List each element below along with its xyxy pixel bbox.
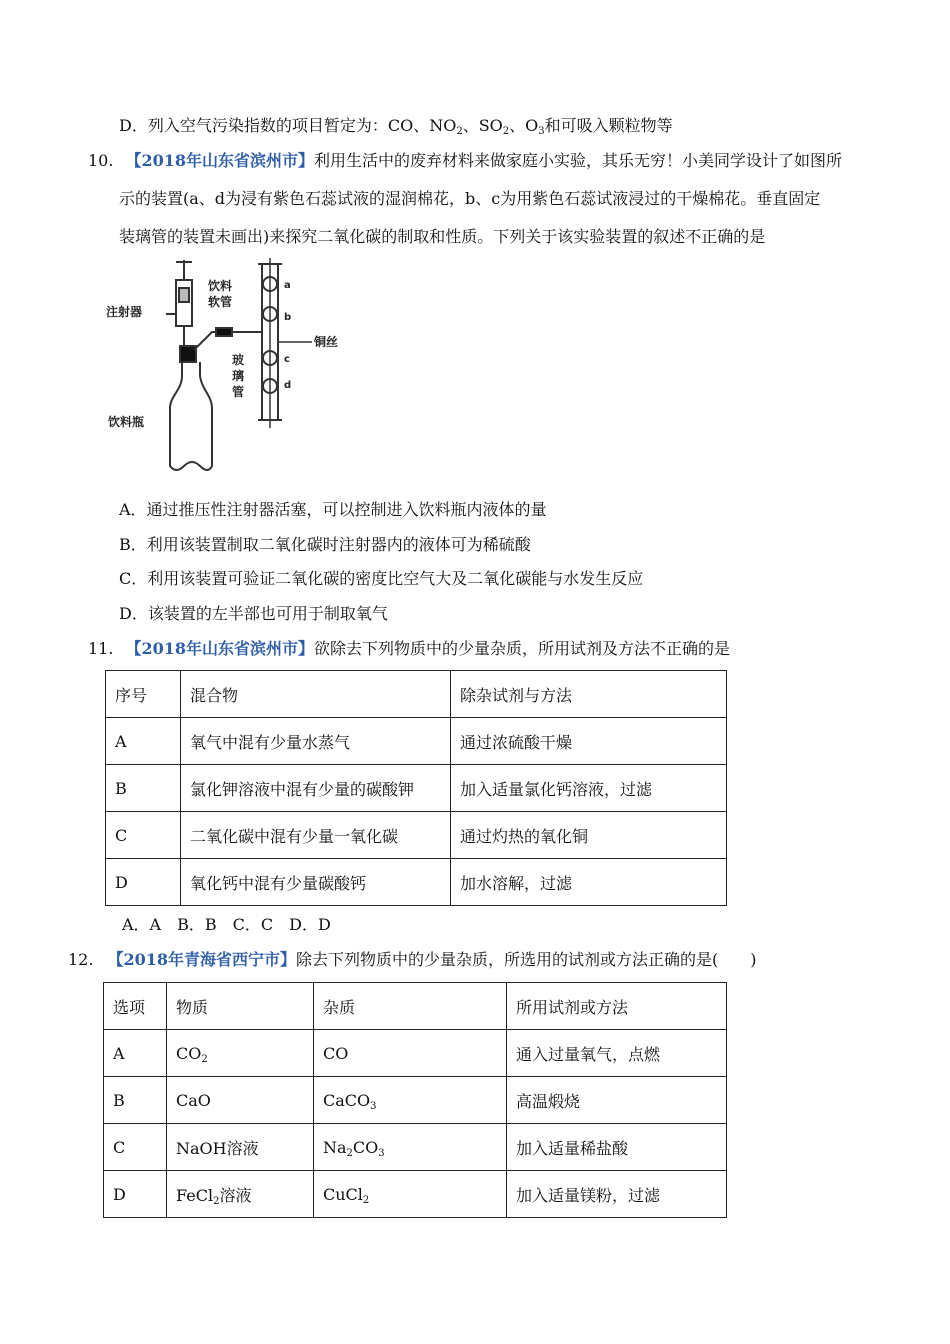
table-cell: C (104, 1124, 167, 1171)
label-hose-2: 软管 (208, 295, 233, 309)
header-cell: 混合物 (181, 671, 451, 718)
table-cell: 氧气中混有少量水蒸气 (181, 718, 451, 765)
q10-option-b: B．利用该装置制取二氧化碳时注射器内的液体可为稀硫酸 (119, 535, 531, 554)
label-tube-3: 管 (232, 385, 245, 399)
header-cell: 所用试剂或方法 (507, 983, 727, 1030)
table-header-row (106, 671, 727, 718)
syringe-piston (179, 288, 189, 302)
table-cell: B (106, 765, 181, 812)
table-cell: C (106, 812, 181, 859)
label-c: c (284, 354, 290, 365)
q10-stem-line1: 10. 【2018年山东省滨州市】利用生活中的废弃材料来做家庭小实验，其乐无穷！小美同学设计了如图所 (88, 151, 843, 170)
table-row (104, 1171, 727, 1218)
header-cell: 杂质 (314, 983, 507, 1030)
table-row (106, 718, 727, 765)
source-tag: 【2018年青海省西宁市】 (107, 950, 296, 969)
table-cell: 二氧化碳中混有少量一氧化碳 (181, 812, 451, 859)
table-cell: D (104, 1171, 167, 1218)
table-cell: CO (314, 1030, 507, 1077)
table-cell: A (104, 1030, 167, 1077)
table-row (104, 1077, 727, 1124)
table-row (106, 812, 727, 859)
header-cell: 选项 (104, 983, 167, 1030)
table-cell: FeCl$_2$溶液 (167, 1171, 314, 1218)
table-cell: NaOH溶液 (167, 1124, 314, 1171)
question-number: 11. (88, 639, 114, 658)
label-d: d (284, 380, 292, 391)
q10-option-d: D．该装置的左半部也可用于制取氧气 (119, 604, 388, 623)
table-row (104, 1030, 727, 1077)
source-tag: 【2018年山东省滨州市】 (125, 639, 314, 658)
table-cell: A (106, 718, 181, 765)
header-cell: 物质 (167, 983, 314, 1030)
table-row (106, 765, 727, 812)
table-row (106, 859, 727, 906)
label-b: b (284, 312, 292, 323)
label-a: a (284, 280, 291, 291)
hose-rubber (216, 328, 232, 336)
table-cell: $CO_2$ (167, 1030, 314, 1077)
table-cell: CaO (167, 1077, 314, 1124)
table-cell: 氧化钙中混有少量碳酸钙 (181, 859, 451, 906)
q10-stem-line2: 示的装置(a、d为浸有紫色石蕊试液的湿润棉花，b、c为用紫色石蕊试液浸过的干燥棉花。垂直固定 (119, 189, 821, 208)
table-cell: CuCl$_2$ (314, 1171, 507, 1218)
q11-stem: 11. 【2018年山东省滨州市】欲除去下列物质中的少量杂质，所用试剂及方法不正确的是 (88, 639, 731, 658)
apparatus-diagram (104, 258, 340, 480)
source-tag: 【2018年山东省滨州市】 (125, 151, 314, 170)
bottle-cap (180, 346, 196, 362)
table-cell: D (106, 859, 181, 906)
q10-option-c: C．利用该装置可验证二氧化碳的密度比空气大及二氧化碳能与水发生反应 (119, 569, 644, 588)
question-number: 10. (88, 151, 114, 170)
label-wire: 铜丝 (314, 335, 339, 349)
header-cell: 除杂试剂与方法 (451, 671, 727, 718)
table-cell: 加水溶解，过滤 (451, 859, 727, 906)
label-syringe: 注射器 (106, 305, 143, 319)
table-row (104, 1124, 727, 1171)
label-tube-2: 璃 (232, 369, 245, 383)
table-cell: 高温煅烧 (507, 1077, 727, 1124)
table-cell: 氯化钾溶液中混有少量的碳酸钾 (181, 765, 451, 812)
label-bottle: 饮料瓶 (108, 415, 145, 429)
table-cell: 加入适量稀盐酸 (507, 1124, 727, 1171)
q9-option-d: D．列入空气污染指数的项目暂定为：CO、$NO_2$、$SO_2$、$O_3$和可吸入颗粒物等 (119, 116, 673, 137)
table-cell: $Na_2CO_3$ (314, 1124, 507, 1171)
q10-stem-line3: 装璃管的装置未画出)来探究二氧化碳的制取和性质。下列关于该实验装置的叙述不正确的是 (119, 227, 766, 246)
header-cell: 序号 (106, 671, 181, 718)
q12-table (103, 982, 727, 1218)
table-header-row (104, 983, 727, 1030)
label-tube-1: 玻 (232, 353, 245, 367)
table-cell: 通入过量氧气，点燃 (507, 1030, 727, 1077)
table-cell: 通过灼热的氧化铜 (451, 812, 727, 859)
table-cell: CaCO$_3$ (314, 1077, 507, 1124)
table-cell: B (104, 1077, 167, 1124)
bottle-body (170, 362, 212, 470)
label-hose-1: 饮料 (208, 279, 233, 293)
table-cell: 加入适量氯化钙溶液，过滤 (451, 765, 727, 812)
question-number: 12. (68, 950, 94, 969)
table-cell: 通过浓硫酸干燥 (451, 718, 727, 765)
table-cell: 加入适量镁粉，过滤 (507, 1171, 727, 1218)
q11-table (105, 670, 727, 906)
q11-choices: A．A B．B C．C D．D (122, 915, 331, 934)
q12-stem: 12. 【2018年青海省西宁市】除去下列物质中的少量杂质，所选用的试剂或方法正确的是( ) (68, 950, 757, 969)
q10-option-a: A．通过推压性注射器活塞，可以控制进入饮料瓶内液体的量 (119, 500, 547, 519)
